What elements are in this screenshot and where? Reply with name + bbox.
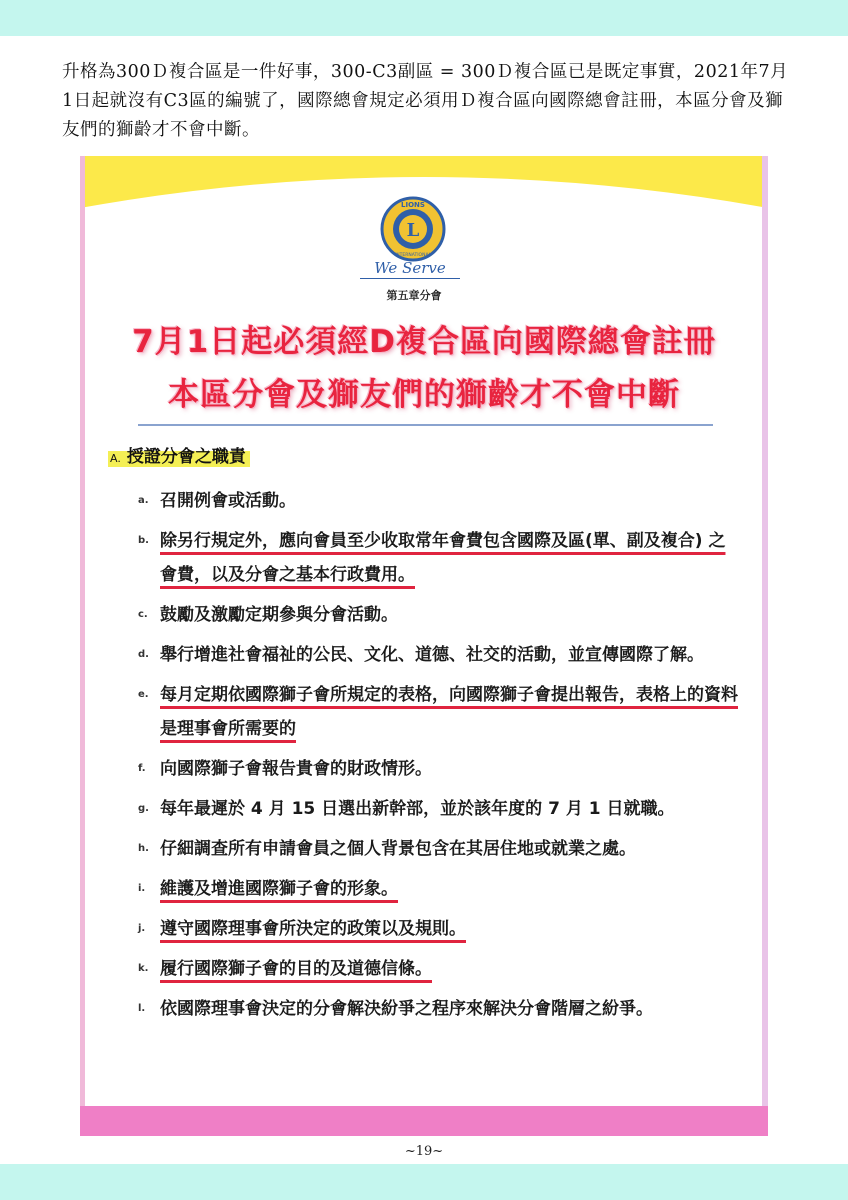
duty-list — [138, 484, 738, 1032]
list-item — [138, 912, 738, 946]
item-text: 仔細調查所有申請會員之個人背景包含在其居住地或就業之處。 — [160, 839, 636, 859]
intro-paragraph: 升格為300Ｄ複合區是一件好事，300-C3副區 = 300Ｄ複合區已是既定事實，2021年7月1日起就沒有C3區的編號了，國際總會規定必須用Ｄ複合區向國際總會註冊，本區分會及獅友們的獅齡才不會中斷。 — [62, 62, 789, 140]
item-marker: i. — [138, 883, 146, 894]
headline-line-2: 本區分會及獅友們的獅齡才不會中斷 — [168, 377, 680, 413]
section-title — [108, 442, 250, 467]
item-marker: j. — [138, 923, 146, 934]
lions-logo-icon — [380, 196, 446, 262]
poster-pink-footer — [80, 1106, 768, 1136]
list-item — [138, 678, 738, 746]
title-divider — [138, 424, 713, 426]
item-marker: b. — [138, 535, 149, 546]
item-marker: c. — [138, 609, 148, 620]
list-item — [138, 872, 738, 906]
item-marker: e. — [138, 689, 149, 700]
item-text: 每年最遲於 4 月 15 日選出新幹部，並於該年度的 7 月 1 日就職。 — [160, 799, 675, 819]
section-letter: A. — [110, 452, 121, 465]
poster-image — [80, 156, 768, 1136]
item-marker: g. — [138, 803, 149, 814]
poster-right-border — [762, 156, 768, 1136]
list-item — [138, 832, 738, 866]
item-text: 遵守國際理事會所決定的政策以及規則。 — [160, 919, 466, 939]
list-item — [138, 484, 738, 518]
item-text: 依國際理事會決定的分會解決紛爭之程序來解決分會階層之紛爭。 — [160, 999, 653, 1019]
item-marker: f. — [138, 763, 146, 774]
item-marker: l. — [138, 1003, 146, 1014]
list-item — [138, 638, 738, 672]
list-item — [138, 752, 738, 786]
chapter-label: 第五章分會 — [386, 289, 442, 302]
item-text: 召開例會或活動。 — [160, 491, 296, 511]
item-text: 每月定期依國際獅子會所規定的表格，向國際獅子會提出報告，表格上的資料是理事會所需要的 — [160, 685, 738, 739]
list-item — [138, 524, 738, 592]
item-text: 鼓勵及激勵定期參與分會活動。 — [160, 605, 398, 625]
item-text: 履行國際獅子會的目的及道德信條。 — [160, 959, 432, 979]
page-number: ~19~ — [404, 1144, 444, 1159]
headline-line-1: 7月1日起必須經D複合區向國際總會註冊 — [132, 324, 716, 360]
logo-letter: L — [406, 220, 420, 241]
bottom-band — [0, 1164, 848, 1200]
logo-ring-text: INTERNATIONAL — [394, 253, 432, 258]
list-item — [138, 792, 738, 826]
logo-text: LIONS — [401, 201, 425, 209]
motto: We Serve — [360, 259, 460, 279]
top-band — [0, 0, 848, 36]
item-text: 維護及增進國際獅子會的形象。 — [160, 879, 398, 899]
item-text: 向國際獅子會報告貴會的財政情形。 — [160, 759, 432, 779]
section-title-text: 授證分會之職責 — [126, 447, 246, 467]
item-marker: a. — [138, 495, 149, 506]
item-marker: k. — [138, 963, 149, 974]
item-text: 除另行規定外，應向會員至少收取常年會費包含國際及區(單、副及複合) 之會費，以及分會之基本行政費用。 — [160, 531, 726, 585]
item-marker: h. — [138, 843, 149, 854]
item-marker: d. — [138, 649, 149, 660]
item-text: 舉行增進社會福祉的公民、文化、道德、社交的活動，並宣傳國際了解。 — [160, 645, 704, 665]
list-item — [138, 992, 738, 1026]
list-item — [138, 952, 738, 986]
poster-left-border — [80, 156, 85, 1136]
list-item — [138, 598, 738, 632]
